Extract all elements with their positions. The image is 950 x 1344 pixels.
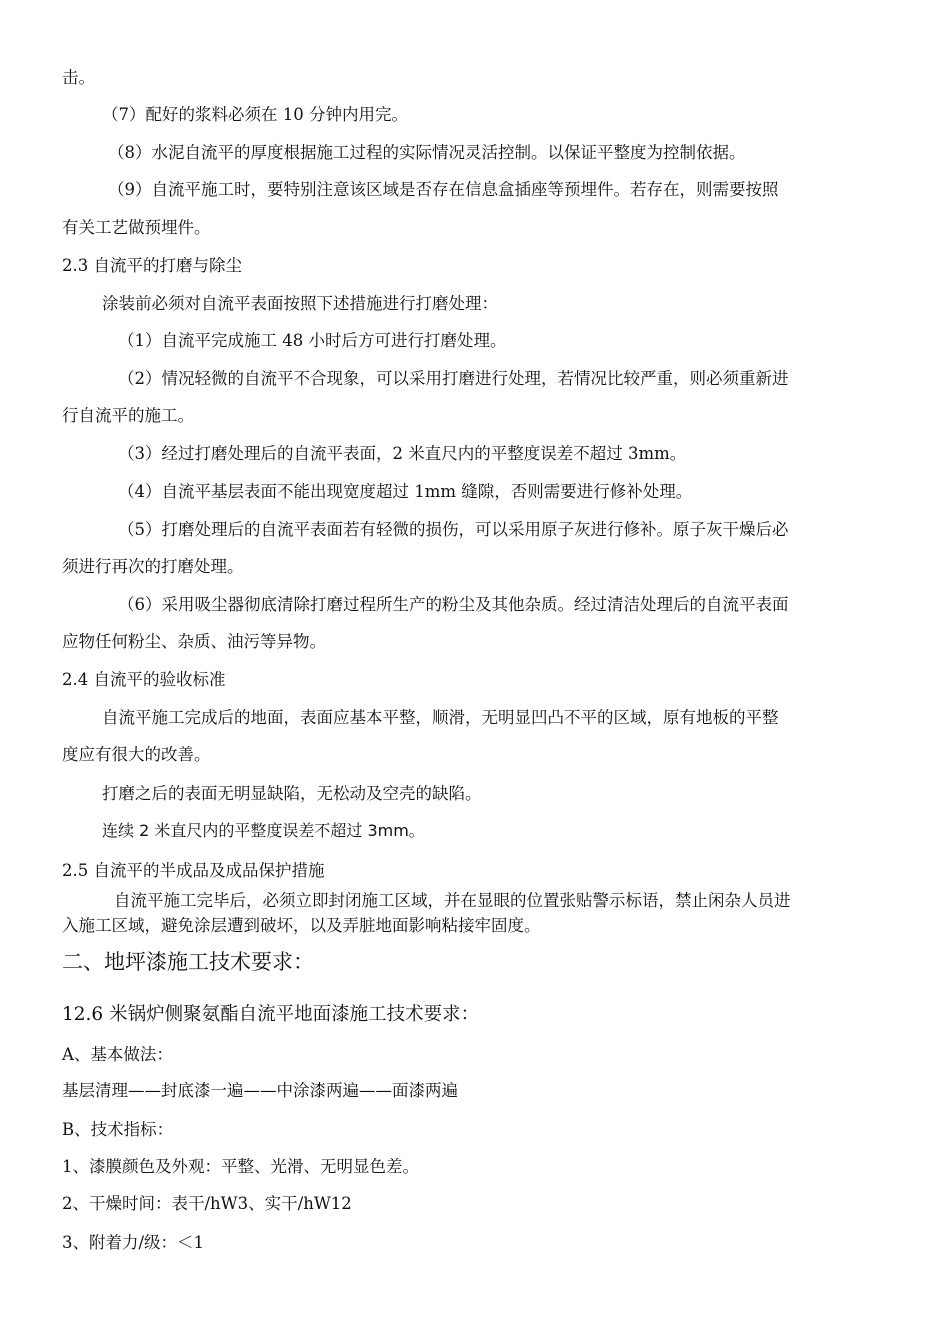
list-item: （4）自流平基层表面不能出现宽度超过 1mm 缝隙，否则需要进行修补处理。 <box>118 482 693 501</box>
text-line: 自流平施工完成后的地面，表面应基本平整，顺滑，无明显凹凸不平的区域，原有地板的平整 <box>102 708 779 727</box>
text-line: （9）自流平施工时，要特别注意该区域是否存在信息盒插座等预埋件。若存在，则需要按照 <box>108 180 779 199</box>
text-line: 打磨之后的表面无明显缺陷，无松动及空壳的缺陷。 <box>102 784 482 803</box>
text-line: 入施工区域，避免涂层遭到破坏，以及弄脏地面影响粘接牢固度。 <box>62 916 541 935</box>
text-line: （8）水泥自流平的厚度根据施工过程的实际情况灵活控制。以保证平整度为控制依据。 <box>108 143 746 162</box>
text-line: B、技术指标： <box>62 1120 174 1139</box>
text-line: 击。 <box>62 68 95 87</box>
text-line: 基层清理——封底漆一遍——中涂漆两遍——面漆两遍 <box>62 1081 458 1100</box>
sub-heading: 12.6 米锅炉侧聚氨酯自流平地面漆施工技术要求： <box>62 1004 480 1025</box>
text-line: 2、干燥时间：表干/hW3、实干/hW12 <box>62 1194 352 1213</box>
text-line: 应物任何粉尘、杂质、油污等异物。 <box>62 632 326 651</box>
chapter-heading: 二、地坪漆施工技术要求： <box>62 950 314 974</box>
list-item: （2）情况轻微的自流平不合现象，可以采用打磨进行处理，若情况比较严重，则必须重新进 <box>118 369 789 388</box>
text-line: 自流平施工完毕后，必须立即封闭施工区域，并在显眼的位置张贴警示标语，禁止闲杂人员进 <box>114 891 791 910</box>
section-heading: 2.4 自流平的验收标准 <box>62 670 226 689</box>
text-line: （7）配好的浆料必须在 10 分钟内用完。 <box>102 105 408 124</box>
text-line: 1、漆膜颜色及外观：平整、光滑、无明显色差。 <box>62 1157 419 1176</box>
section-heading: 2.5 自流平的半成品及成品保护措施 <box>62 861 325 880</box>
text-line: 3、附着力/级：＜1 <box>62 1233 205 1252</box>
list-item: （5）打磨处理后的自流平表面若有轻微的损伤，可以采用原子灰进行修补。原子灰干燥后必 <box>118 520 789 539</box>
list-item: （3）经过打磨处理后的自流平表面，2 米直尺内的平整度误差不超过 3mm。 <box>118 444 687 463</box>
text-line: 涂装前必须对自流平表面按照下述措施进行打磨处理： <box>102 294 498 313</box>
text-line: 有关工艺做预埋件。 <box>62 218 211 237</box>
text-line: 度应有很大的改善。 <box>62 745 211 764</box>
list-item: （1）自流平完成施工 48 小时后方可进行打磨处理。 <box>118 331 507 350</box>
text-line: 连续 2 米直尺内的平整度误差不超过 3mm。 <box>102 821 425 840</box>
section-heading: 2.3 自流平的打磨与除尘 <box>62 256 242 275</box>
text-line: A、基本做法： <box>62 1045 173 1064</box>
text-line: 须进行再次的打磨处理。 <box>62 557 244 576</box>
text-line: 行自流平的施工。 <box>62 406 194 425</box>
list-item: （6）采用吸尘器彻底清除打磨过程所生产的粉尘及其他杂质。经过清洁处理后的自流平表面 <box>118 595 789 614</box>
